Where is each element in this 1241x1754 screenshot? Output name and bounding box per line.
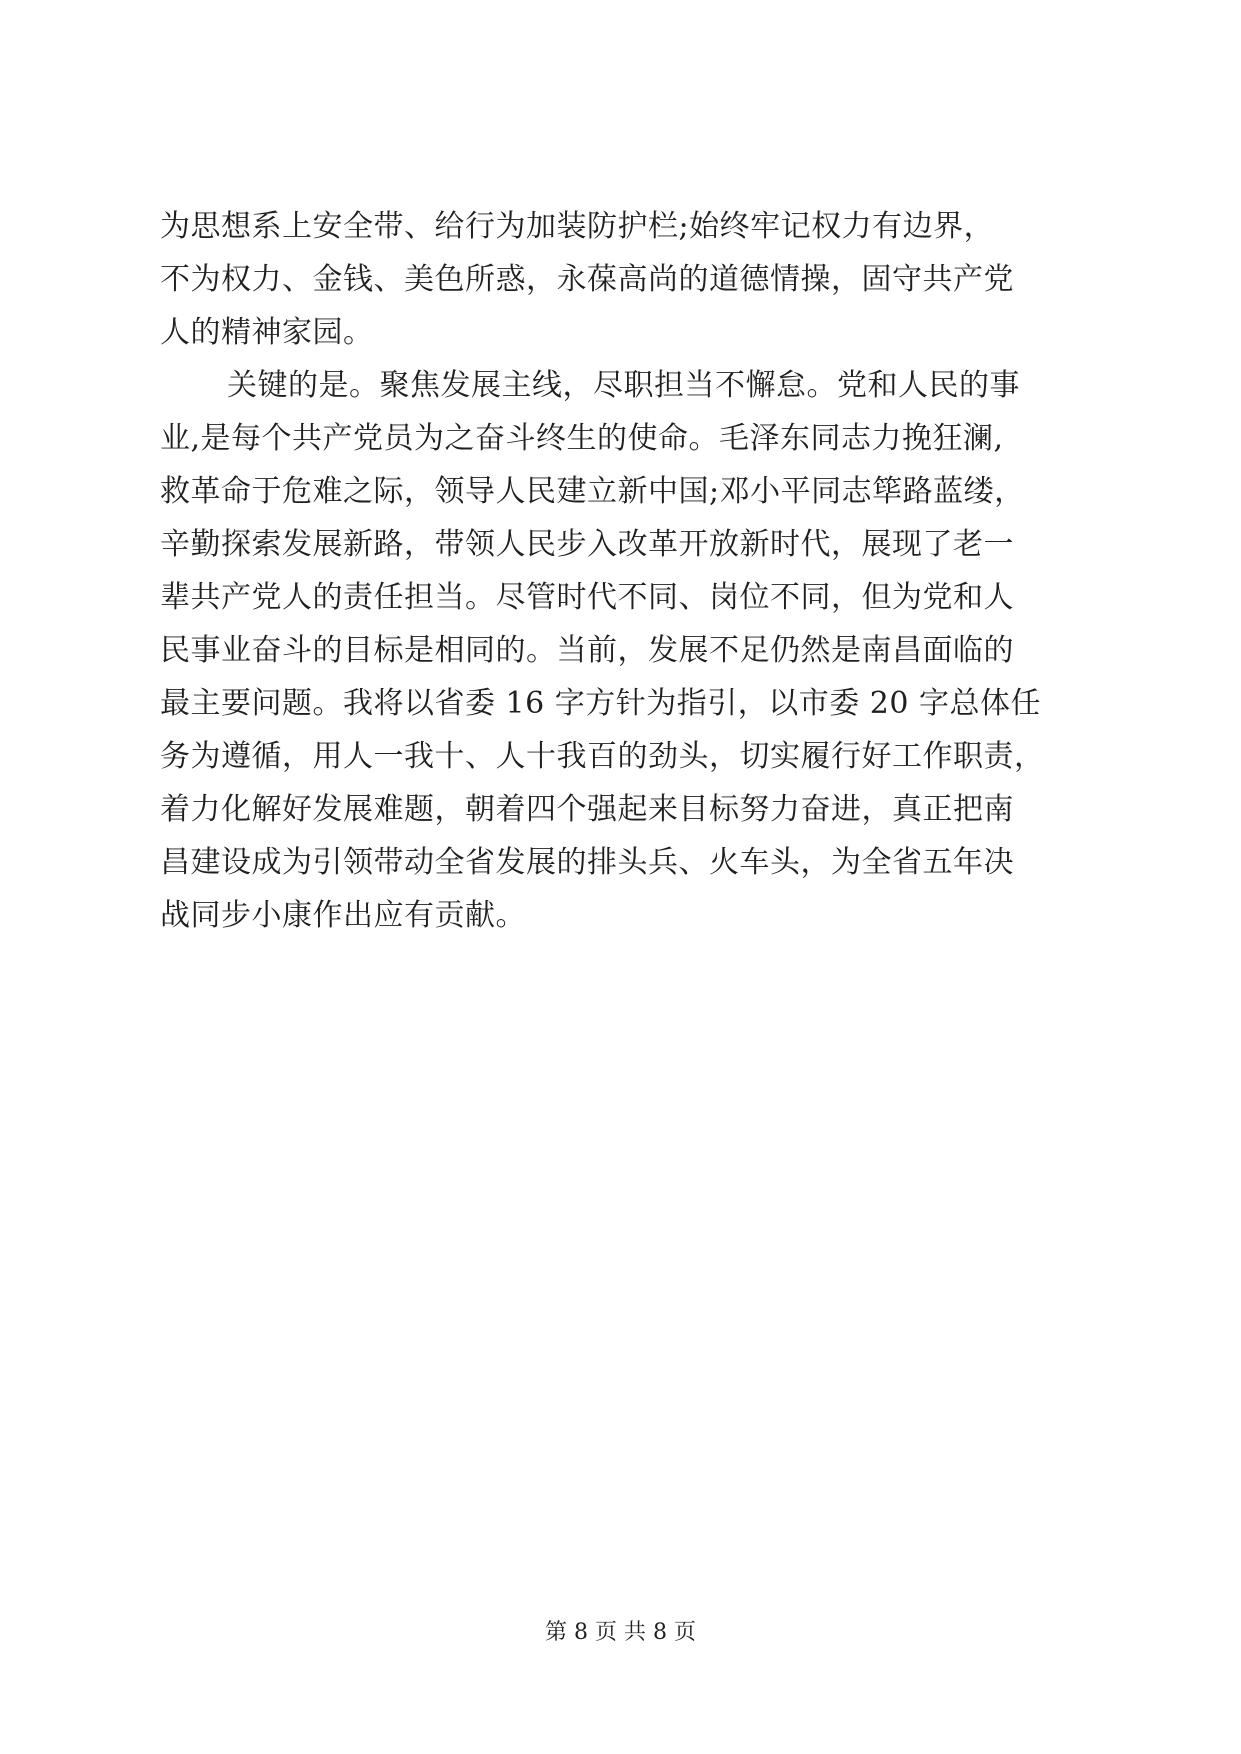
text-line: 战同步小康作出应有贡献。 xyxy=(160,898,526,933)
text-line: 着力化解好发展难题，朝着四个强起来目标努力奋进，真正把南 xyxy=(160,792,1014,827)
text-line: 务为遵循，用人一我十、人十我百的劲头，切实履行好工作职责， xyxy=(160,739,1045,774)
text-line: 救革命于危难之际，领导人民建立新中国;邓小平同志筚路蓝缕， xyxy=(160,474,1025,509)
text-line: 辈共产党人的责任担当。尽管时代不同、岗位不同，但为党和人 xyxy=(160,580,1014,615)
text-line: 辛勤探索发展新路，带领人民步入改革开放新时代，展现了老一 xyxy=(160,527,1014,562)
paragraph-1 xyxy=(160,200,1080,359)
text-line: 不为权力、金钱、美色所惑，永葆高尚的道德情操，固守共产党 xyxy=(160,262,1014,297)
page-number-footer: 第 8 页 共 8 页 xyxy=(545,1620,696,1645)
text-line: 人的精神家园。 xyxy=(160,315,374,350)
text-line: 为思想系上安全带、给行为加装防护栏;始终牢记权力有边界， xyxy=(160,209,995,244)
paragraph-2 xyxy=(160,359,1080,942)
text-line: 关键的是。聚焦发展主线，尽职担当不懈怠。党和人民的事 xyxy=(227,368,1020,403)
text-line: 昌建设成为引领带动全省发展的排头兵、火车头，为全省五年决 xyxy=(160,845,1014,880)
text-line: 最主要问题。我将以省委 16 字方针为指引，以市委 20 字总体任 xyxy=(160,686,1041,721)
text-line: 民事业奋斗的目标是相同的。当前，发展不足仍然是南昌面临的 xyxy=(160,633,1014,668)
text-line: 业,是每个共产党员为之奋斗终生的使命。毛泽东同志力挽狂澜, xyxy=(160,421,1004,456)
document-body xyxy=(160,200,1080,942)
